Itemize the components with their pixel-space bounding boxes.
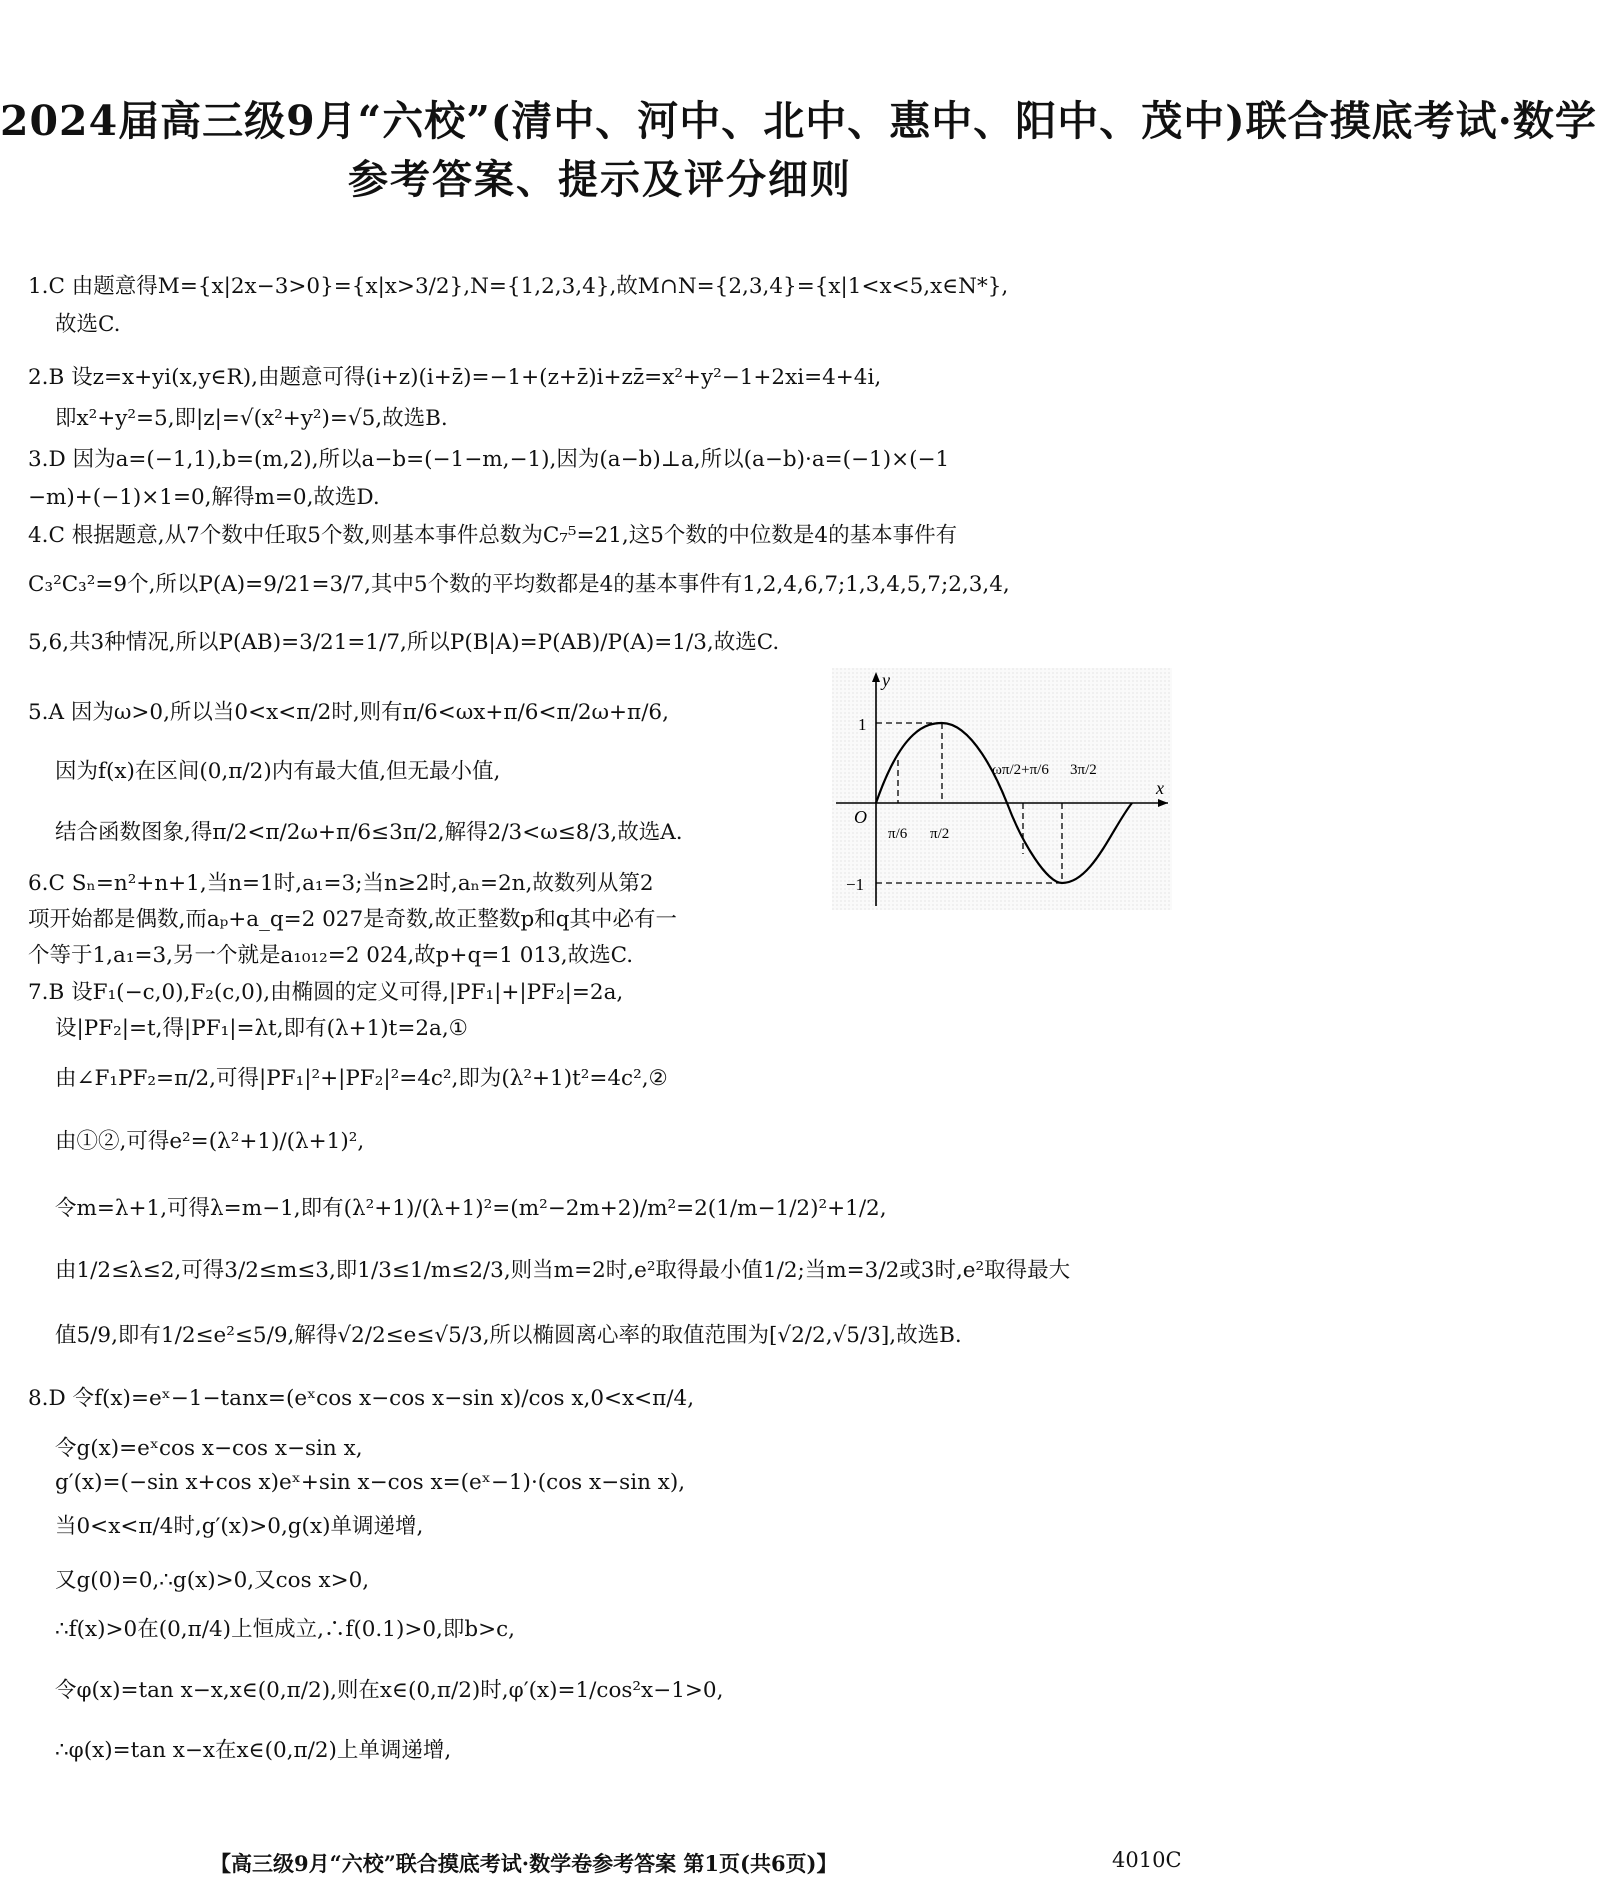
answer-line: 结合函数图象,得π/2<π/2ω+π/6≤3π/2,解得2/3<ω≤8/3,故选A. xyxy=(55,820,683,845)
x-tick-label: π/6 xyxy=(888,826,908,842)
answer-line: 令φ(x)=tan x−x,x∈(0,π/2),则在x∈(0,π/2)时,φ′(x)=1/cos²x−1>0, xyxy=(55,1678,724,1703)
answer-line: 2.B 设z=x+yi(x,y∈R),由题意可得(i+z)(i+z̄)=−1+(z+z̄)i+zz̄=x²+y²−1+2xi=4+4i, xyxy=(28,365,882,390)
answer-line: 令m=λ+1,可得λ=m−1,即有(λ²+1)/(λ+1)²=(m²−2m+2)/m²=2(1/m−1/2)²+1/2, xyxy=(55,1196,887,1221)
answer-line: 个等于1,a₁=3,另一个就是a₁₀₁₂=2 024,故p+q=1 013,故选C. xyxy=(28,943,634,968)
answer-line: 8.D 令f(x)=eˣ−1−tanx=(eˣcos x−cos x−sin x)/cos x,0<x<π/4, xyxy=(28,1386,695,1411)
answer-line: ∴φ(x)=tan x−x在x∈(0,π/2)上单调递增, xyxy=(55,1738,452,1763)
answer-line: 5.A 因为ω>0,所以当0<x<π/2时,则有π/6<ωx+π/6<π/2ω+π/6, xyxy=(28,700,669,725)
x-tick-label: π/2 xyxy=(930,826,950,842)
answer-line: 因为f(x)在区间(0,π/2)内有最大值,但无最小值, xyxy=(55,759,501,784)
footer-text: 【高三级9月“六校”联合摸底考试·数学卷参考答案 第1页(共6页)】 xyxy=(210,1851,838,1876)
answer-line: −m)+(−1)×1=0,解得m=0,故选D. xyxy=(28,485,380,510)
sine-graph-figure xyxy=(832,668,1172,910)
answer-line: ∴f(x)>0在(0,π/4)上恒成立,∴f(0.1)>0,即b>c, xyxy=(55,1617,516,1642)
answer-line: 设|PF₂|=t,得|PF₁|=λt,即有(λ+1)t=2a,① xyxy=(55,1016,468,1041)
answer-line: 5,6,共3种情况,所以P(AB)=3/21=1/7,所以P(B|A)=P(AB)/P(A)=1/3,故选C. xyxy=(28,630,780,655)
answer-line: 6.C Sₙ=n²+n+1,当n=1时,a₁=3;当n≥2时,aₙ=2n,故数列从第2 xyxy=(28,871,654,896)
y-axis-label: y xyxy=(882,670,890,690)
answer-line: 项开始都是偶数,而aₚ+a_q=2 027是奇数,故正整数p和q其中必有一 xyxy=(28,907,678,932)
answer-line: 3.D 因为a=(−1,1),b=(m,2),所以a−b=(−1−m,−1),因为(a−b)⊥a,所以(a−b)·a=(−1)×(−1 xyxy=(28,447,950,472)
y-tick-label: 1 xyxy=(858,715,867,734)
footer-code: 4010C xyxy=(1112,1848,1182,1872)
answer-line: 由①②,可得e²=(λ²+1)/(λ+1)², xyxy=(55,1129,365,1154)
answer-line: 7.B 设F₁(−c,0),F₂(c,0),由椭圆的定义可得,|PF₁|+|PF₂|=2a, xyxy=(28,980,624,1005)
answer-line: 当0<x<π/4时,g′(x)>0,g(x)单调递增, xyxy=(55,1514,424,1539)
answer-line: 值5/9,即有1/2≤e²≤5/9,解得√2/2≤e≤√5/3,所以椭圆离心率的取值范围为[√2/2,√5/3],故选B. xyxy=(55,1323,962,1348)
answer-line: 由1/2≤λ≤2,可得3/2≤m≤3,即1/3≤1/m≤2/3,则当m=2时,e²取得最小值1/2;当m=3/2或3时,e²取得最大 xyxy=(55,1258,1071,1283)
answer-line: C₃²C₃²=9个,所以P(A)=9/21=3/7,其中5个数的平均数都是4的基本事件有1,2,4,6,7;1,3,4,5,7;2,3,4, xyxy=(28,572,1010,597)
page-subtitle: 参考答案、提示及评分细则 xyxy=(348,156,852,203)
page-title: 2024届高三级9月“六校”(清中、河中、北中、惠中、阳中、茂中)联合摸底考试·数学 xyxy=(0,97,1597,145)
answer-line: 令g(x)=eˣcos x−cos x−sin x, xyxy=(55,1436,363,1461)
answer-line: 即x²+y²=5,即|z|=√(x²+y²)=√5,故选B. xyxy=(55,406,448,431)
origin-label: O xyxy=(854,807,867,827)
answer-line: 4.C 根据题意,从7个数中任取5个数,则基本事件总数为C₇⁵=21,这5个数的中位数是4的基本事件有 xyxy=(28,523,958,548)
answer-line: 故选C. xyxy=(55,312,121,337)
x-tick-label: ωπ/2+π/6 xyxy=(992,762,1049,778)
answer-line: 由∠F₁PF₂=π/2,可得|PF₁|²+|PF₂|²=4c²,即为(λ²+1)t²=4c²,② xyxy=(55,1066,668,1091)
answer-line: g′(x)=(−sin x+cos x)eˣ+sin x−cos x=(eˣ−1)·(cos x−sin x), xyxy=(55,1470,686,1495)
y-tick-label: −1 xyxy=(846,875,865,894)
answer-line: 1.C 由题意得M={x|2x−3>0}={x|x>3/2},N={1,2,3,4},故M∩N={2,3,4}={x|1<x<5,x∈N*}, xyxy=(28,274,1009,299)
answer-line: 又g(0)=0,∴g(x)>0,又cos x>0, xyxy=(55,1568,370,1593)
x-tick-label: 3π/2 xyxy=(1070,762,1097,778)
x-axis-label: x xyxy=(1156,778,1164,798)
